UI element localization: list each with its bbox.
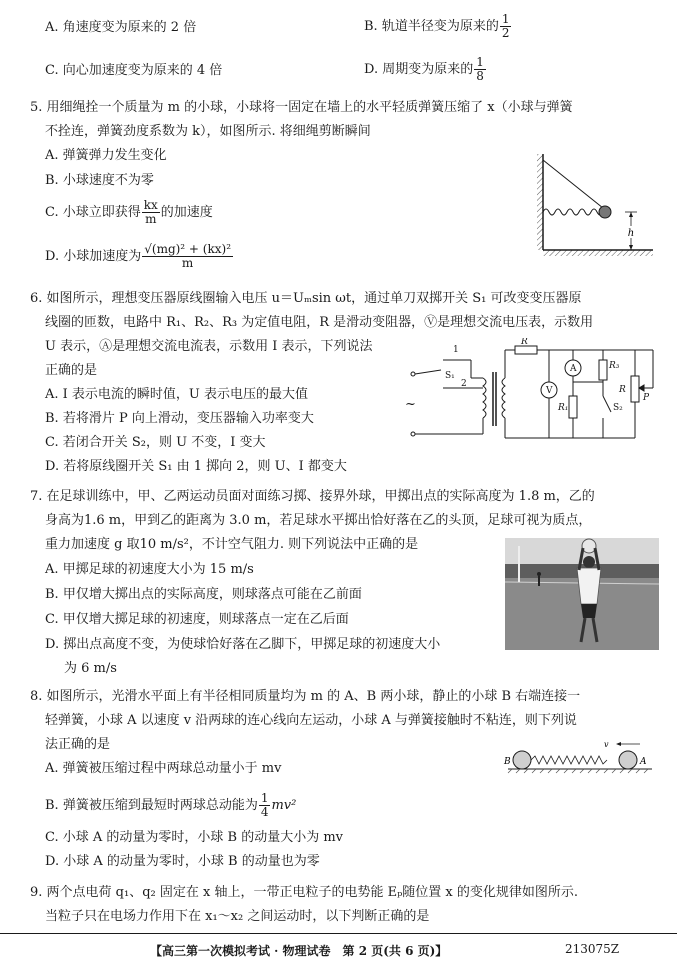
photo-ball [582, 539, 596, 553]
q5-option-c-fraction: $\frac{kx}{m}$ [143, 198, 158, 226]
fig-label-s1: S₁ [445, 371, 455, 381]
fig-label-r1: R₁ [558, 403, 569, 413]
fig-label-a: A [570, 364, 577, 374]
q5-option-c-after: 的加速度 [160, 205, 213, 220]
ball [599, 206, 611, 218]
fig-label-2: 2 [461, 379, 467, 389]
q5-option-d-fraction: $\frac{\text{√(mg)² + (kx)²}}{m}$ [144, 242, 232, 270]
q4-option-b-fraction: $\frac{1}{2}$ [501, 12, 510, 40]
input-terminal-bottom [411, 432, 415, 436]
primary-coil [483, 378, 486, 418]
q5-option-d-text: D. 小球加速度为 [45, 249, 142, 264]
q4-option-d-fraction: $\frac{1}{8}$ [476, 55, 484, 83]
string [543, 160, 603, 208]
fig-label-ac-source: ~ [405, 397, 416, 412]
fig-label-p: P [643, 393, 650, 403]
q4-option-d [364, 56, 487, 83]
q5-option-c [45, 199, 213, 226]
fig-label-a: A [640, 757, 647, 767]
wall-hatch [537, 154, 543, 250]
q6-option-d: D. 若将原线圈开关 S₁ 由 1 掷向 2，则 U、I 都变大 [45, 459, 347, 474]
fig-label-b: B [504, 757, 511, 767]
resistor-r [515, 346, 537, 354]
input-terminal-top [411, 372, 415, 376]
spring [543, 209, 605, 215]
q6-circuit-figure [405, 338, 660, 446]
slider-arrow [639, 385, 644, 391]
velocity-arrow-head [616, 742, 621, 746]
fig-label-r3: R₃ [609, 361, 620, 371]
q4-option-b [364, 13, 512, 40]
switch-s2 [603, 396, 611, 412]
fig-label-1: 1 [453, 345, 459, 355]
q7-stem-line2: 身高为1.6 m，甲到乙的距离为 3.0 m，若足球水平掷出恰好落在乙的头顶，足球可视为质点， [45, 513, 592, 528]
q8-option-b-fraction: $\frac{1}{4}$ [260, 791, 269, 819]
fig-label-v: v [604, 740, 609, 749]
q7-option-a: A. 甲掷足球的初速度大小为 15 m/s [45, 562, 254, 577]
secondary-coil [502, 378, 505, 418]
fig-label-r: R [521, 338, 528, 347]
q4-option-c: C. 向心加速度变为原来的 4 倍 [45, 63, 223, 78]
q6-stem-line1: 6. 如图所示，理想变压器原线圈输入电压 u＝Uₘsin ωt，通过单刀双掷开关 S₁ 可改变变压器原 [30, 291, 582, 306]
q8-option-d: D. 小球 A 的动量为零时，小球 B 的动量也为零 [45, 854, 320, 869]
q6-option-c: C. 若闭合开关 S₂，则 U 不变，I 变大 [45, 435, 266, 450]
q8-option-b-after: mv² [271, 798, 297, 813]
q7-option-d-line1: D. 掷出点高度不变，为使球恰好落在乙脚下，甲掷足球的初速度大小 [45, 637, 441, 652]
spring-q8 [531, 756, 607, 764]
q9-stem-line2: 当粒子只在电场力作用下在 x₁～x₂ 之间运动时，以下判断正确的是 [45, 909, 430, 924]
fig-label-rheostat: R [619, 385, 626, 395]
q7-football-photo [505, 538, 659, 650]
q5-option-d [45, 243, 234, 270]
q5-stem-line1: 5. 用细绳拴一个质量为 m 的小球，小球将一固定在墙上的水平轻质弹簧压缩了 x（小球与弹簧 [30, 100, 573, 115]
q6-option-b: B. 若将滑片 P 向上滑动，变压器输入功率变大 [45, 411, 314, 426]
q7-stem-line3: 重力加速度 g 取10 m/s²，不计空气阻力. 则下列说法中正确的是 [45, 537, 419, 552]
resistor-r1 [569, 396, 577, 418]
footer-title: 【高三第一次模拟考试 · 物理试卷 第 2 页(共 6 页)】 [150, 944, 448, 958]
q9-stem-line1: 9. 两个点电荷 q₁、q₂ 固定在 x 轴上，一带正电粒子的电势能 Eₚ随位置 x 的变化规律如图所示. [30, 885, 579, 900]
q8-stem-line2: 轻弹簧，小球 A 以速度 v 沿两球的连心线向左运动，小球 A 与弹簧接触时不粘连，则下列说 [45, 713, 577, 728]
q7-option-c: C. 甲仅增大掷足球的初速度，则球落点一定在乙后面 [45, 612, 349, 627]
q7-option-d-line2: 为 6 m/s [64, 661, 117, 676]
q6-stem-line3: U 表示，Ⓐ是理想交流电流表，示数用 I 表示，下列说法 [45, 339, 373, 354]
q5-option-c-text: C. 小球立即获得 [45, 205, 141, 220]
h-label: h [627, 228, 635, 239]
fig-label-v: V [546, 386, 553, 396]
s1-blade [415, 370, 441, 374]
q4-option-b-text: B. 轨道半径变为原来的 [364, 19, 499, 34]
q8-option-b [45, 792, 296, 819]
q8-stem-line3: 法正确的是 [45, 737, 111, 752]
q5-spring-figure [525, 150, 655, 260]
q7-option-b: B. 甲仅增大掷出点的实际高度，则球落点可能在乙前面 [45, 587, 362, 602]
ball-a [619, 751, 637, 769]
q5-option-a: A. 弹簧弹力发生变化 [45, 148, 167, 163]
q4-option-d-text: D. 周期变为原来的 [364, 62, 474, 77]
q4-option-a: A. 角速度变为原来的 2 倍 [45, 20, 197, 35]
page-footer [0, 933, 677, 958]
ground-hatch [508, 769, 648, 773]
q8-option-b-text: B. 弹簧被压缩到最短时两球总动能为 [45, 798, 258, 813]
q8-option-a: A. 弹簧被压缩过程中两球总动量小于 mv [45, 761, 282, 776]
h-arrow-top [629, 212, 633, 217]
q5-option-b: B. 小球速度不为零 [45, 173, 154, 188]
q6-option-a: A. I 表示电流的瞬时值，U 表示电压的最大值 [45, 387, 309, 402]
ball-b [513, 751, 531, 769]
q8-option-c: C. 小球 A 的动量为零时，小球 B 的动量大小为 mv [45, 830, 344, 845]
fig-label-s2: S₂ [613, 403, 623, 413]
floor-hatch [543, 250, 653, 256]
q7-stem-line1: 7. 在足球训练中，甲、乙两运动员面对面练习掷、接界外球，甲掷出点的实际高度为 1.8 m，乙的 [30, 489, 595, 504]
footer-code: 213075Z [565, 942, 620, 956]
resistor-r3 [599, 360, 607, 380]
rheostat-r [631, 376, 639, 402]
q6-stem-line4: 正确的是 [45, 363, 98, 378]
q5-stem-line2: 不拴连，弹簧劲度系数为 k），如图所示. 将细绳剪断瞬间 [45, 124, 371, 139]
q8-balls-figure [500, 738, 658, 780]
q6-stem-line2: 线圈的匝数，电路中 R₁、R₂、R₃ 为定值电阻，R 是滑动变阻器，Ⓥ是理想交流电压表，示数用 [45, 315, 594, 330]
q8-stem-line1: 8. 如图所示，光滑水平面上有半径相同质量均为 m 的 A、B 两小球，静止的小球 B 右端连接一 [30, 689, 581, 704]
